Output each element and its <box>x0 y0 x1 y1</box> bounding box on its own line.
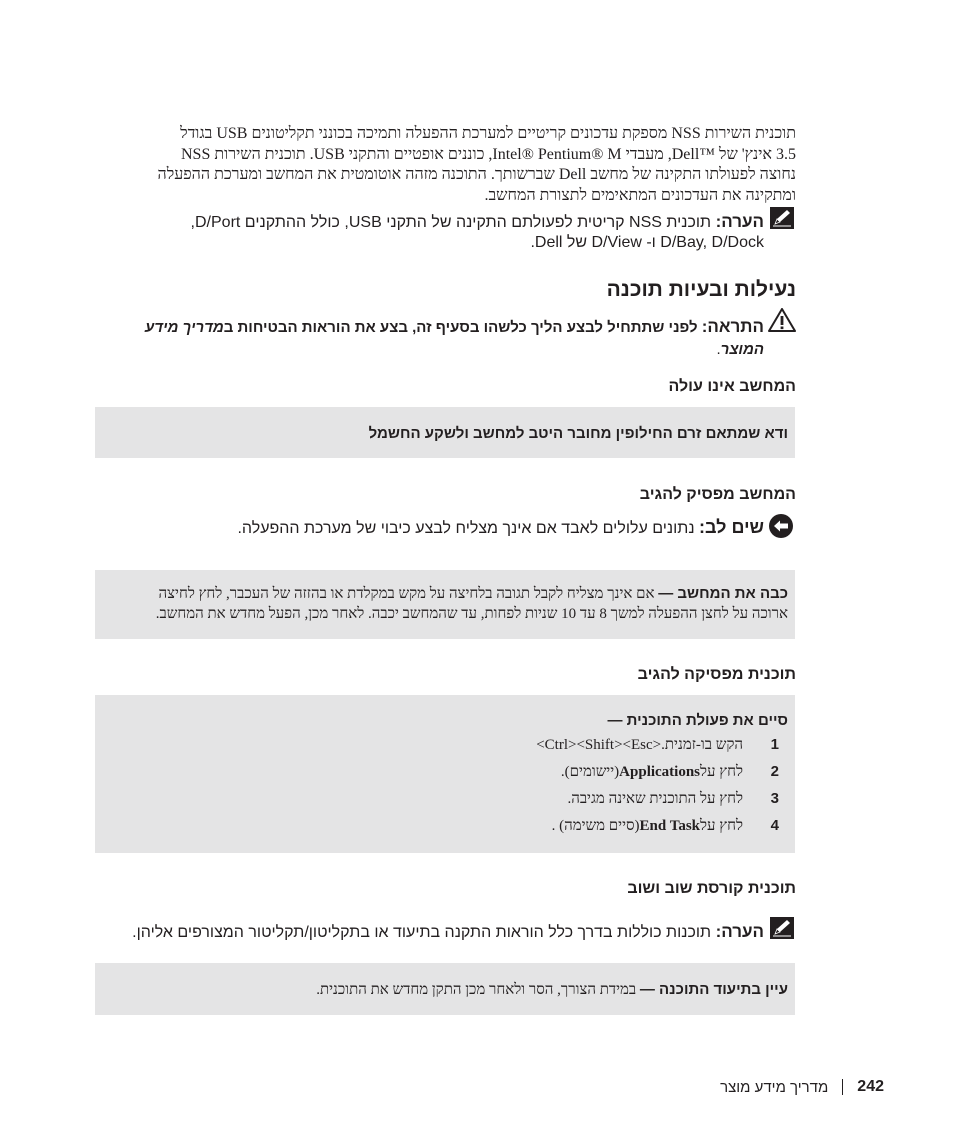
box-turn-off-line: ארוכה על לחצן ההפעלה למשך 8 עד 10 שניות לפחות, עד שהמחשב יכבה. לאחר מכן, הפעל מחדש את המחשב. <box>155 606 788 622</box>
crash-note-text: תוכנות כוללות בדרך כלל הוראות התקנה בתיעוד או בתקליטון/תקליטור המצורפים אליהן. <box>132 924 712 941</box>
intro-line: 3.5 אינץ' של ™Dell, מעבדי Intel® Pentium® M, כוננים אופטיים והתקני USB. תוכנית השירות NSS <box>181 145 796 163</box>
step-number: 2 <box>770 763 779 780</box>
crash-note-label: הערה: <box>715 922 764 941</box>
note-pencil-icon <box>770 917 794 944</box>
page-footer <box>720 1078 884 1096</box>
note-text: D/Bay, D/Dock ו- D/View של Dell. <box>530 234 764 251</box>
caution-book-title: מדריך מידע <box>145 319 224 336</box>
box-not-start <box>95 407 795 458</box>
section-title: נעילות ובעיות תוכנה <box>606 278 796 301</box>
steps-list <box>536 736 779 844</box>
step-text: (סיים משימה) . <box>551 818 640 834</box>
step-text: <Ctrl><Shift><Esc>. <box>536 737 665 753</box>
notice-text: נתונים עלולים לאבד אם אינך מצליח לבצע כיבוי של מערכת ההפעלה. <box>237 520 695 537</box>
notice-label: שים לב: <box>699 517 764 537</box>
intro-line: נחוצה לפעולתו התקינה של מחשב Dell שברשותך. התוכנה מזהה אוטומטית את המחשב ומערכת ההפעלה <box>157 166 796 183</box>
step-text: (יישומים). <box>560 764 620 780</box>
box-check-docs-text <box>316 980 788 1000</box>
box-end-program-title: סיים את פעולת התוכנית — <box>607 712 788 729</box>
heading-not-start: המחשב אינו עולה <box>668 378 796 395</box>
box-check-docs-title: עיין בתיעוד התוכנה — <box>639 981 788 998</box>
footer-separator <box>842 1079 843 1095</box>
heading-program-stops: תוכנית מפסיקה להגיב <box>637 666 796 683</box>
step-text: לחץ על <box>700 764 743 780</box>
notice-block <box>237 517 764 538</box>
page-number: 242 <box>857 1078 884 1095</box>
step-bold: End Task <box>639 818 701 834</box>
box-turn-off-text <box>98 584 788 624</box>
notice-arrow-icon <box>768 513 794 544</box>
caution-period: . <box>716 341 721 358</box>
step-item <box>536 817 779 844</box>
intro-line: תוכנית השירות NSS מספקת עדכונים קריטיים למערכת ההפעלה ותמיכה בכונני תקליטונים USB בגודל <box>180 125 796 142</box>
box-turn-off-title: כבה את המחשב — <box>658 585 788 602</box>
step-number: 3 <box>770 790 779 807</box>
step-item <box>536 736 779 763</box>
caution-triangle-icon <box>768 308 796 337</box>
note-pencil-icon <box>770 207 794 234</box>
step-text: הקש בו-זמנית <box>664 737 743 753</box>
step-text: לחץ על <box>700 818 743 834</box>
crash-note-block <box>132 922 764 943</box>
note-label: הערה: <box>715 212 764 231</box>
box-turn-off <box>95 570 795 639</box>
caution-book-title-end: המוצר <box>720 341 764 358</box>
heading-computer-stops: המחשב מפסיק להגיב <box>639 486 796 503</box>
box-check-docs-line: במידת הצורך, הסר ולאחר מכן התקן מחדש את התוכנית. <box>316 982 637 998</box>
heading-program-crashes: תוכנית קורסת שוב ושוב <box>627 880 796 897</box>
caution-block <box>64 316 764 361</box>
note-block <box>124 212 764 253</box>
step-text: לחץ על התוכנית שאינה מגיבה. <box>567 791 743 807</box>
caution-label: התראה: <box>701 317 764 336</box>
box-end-program <box>95 695 795 853</box>
intro-line: ומתקינה את העדכונים המתאימים לתצורת המחשב. <box>484 186 796 204</box>
step-number: 1 <box>770 736 779 753</box>
footer-book-title: מדריך מידע מוצר <box>720 1078 829 1096</box>
intro-paragraph <box>100 124 796 206</box>
box-check-docs <box>95 963 795 1015</box>
step-number: 4 <box>770 817 779 834</box>
box-turn-off-line: אם אינך מצליח לקבל תגובה בלחיצה על מקש במקלדת או בהזזה של העכבר, לחץ לחיצה <box>158 586 655 602</box>
step-item <box>536 790 779 817</box>
step-bold: Applications <box>619 764 701 780</box>
note-text: תוכנית NSS קריטית לפעולתם התקינה של התקני USB, כולל ההתקנים D/Port, <box>190 214 712 231</box>
box-not-start-text: ודא שמתאם זרם החילופין מחובר היטב למחשב ולשקע החשמל <box>368 425 788 442</box>
caution-text: לפני שתתחיל לבצע הליך כלשהו בסעיף זה, בצע את הוראות הבטיחות ב <box>223 319 698 336</box>
step-item <box>536 763 779 790</box>
